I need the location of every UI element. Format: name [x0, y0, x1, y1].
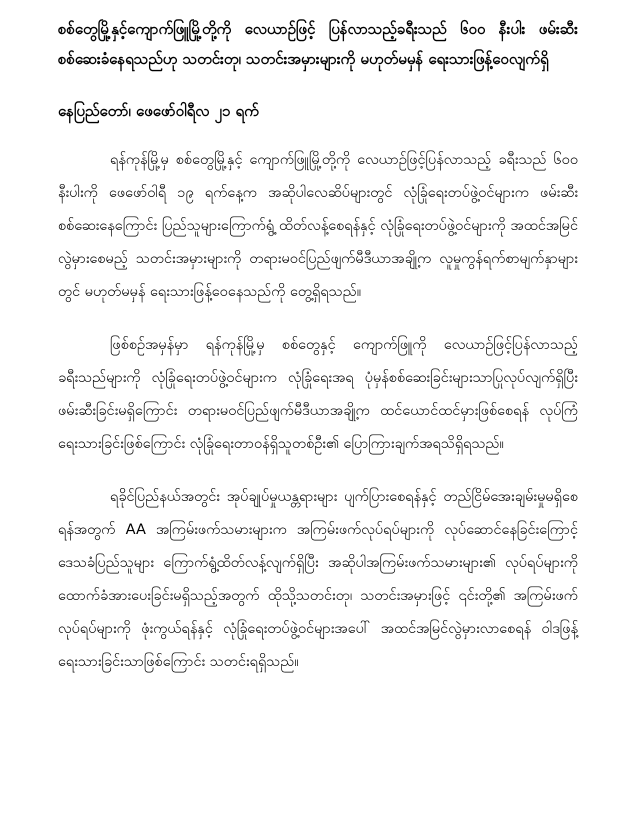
- article-dateline: နေပြည်တော်၊ ဖေဖော်ဝါရီလ ၂၁ ရက်: [58, 102, 259, 120]
- article-headline: စစ်တွေမြို့နှင့်ကျောက်ဖြူမြို့တို့ကို လေယာဉ်ဖြင့် ပြန်လာသည့်ခရီးသည် ၆၀၀ နီးပါး ဖမ်းဆီးစစ်ဆေးခံနေရသည်ဟု သတင်းတု၊ သတင်းအမှားများကို မဟုတ်မမှန် ရေးသားဖြန့်ဝေလျက်ရှိ: [58, 20, 578, 68]
- article: [58, 14, 578, 679]
- article-paragraph-1: ရန်ကုန်မြို့မှ စစ်တွေမြို့နှင့် ကျောက်ဖြူမြို့တို့ကို လေယာဉ်ဖြင့်ပြန်လာသည့် ခရီးသည် ၆၀၀ နီးပါးကို ဖေဖော်ဝါရီ ၁၉ ရက်နေ့က အဆိုပါလေဆိပ်များတွင် လုံခြုံရေးတပ်ဖွဲ့ဝင်များက ဖမ်းဆီးစစ်ဆေးနေကြောင်း ပြည်သူများကြောက်ရွံ့ ထိတ်လန့်စေရန်နှင့် လုံခြုံရေးတပ်ဖွဲ့ဝင်များကို အထင်အမြင်လွဲမှားစေမည့် သတင်းအမှားများကို တရားမဝင်ပြည်ဖျက်မီဒီယာအချို့က လူမှုကွန်ရက်စာမျက်နှာများတွင် မဟုတ်မမှန် ရေးသားဖြန့်ဝေနေသည်ကို တွေ့ရှိရသည်။: [58, 152, 578, 300]
- article-paragraph-3: ရခိုင်ပြည်နယ်အတွင်း အုပ်ချုပ်မှုယန္တရားများ ပျက်ပြားစေရန်နှင့် တည်ငြိမ်အေးချမ်းမှုမရှိစေရန်အတွက် AA အကြမ်းဖက်သမားများက အကြမ်းဖက်လုပ်ရပ်များကို လုပ်ဆောင်နေခြင်းကြောင့် ဒေသခံပြည်သူများ ကြောက်ရွံ့ထိတ်လန့်လျက်ရှိပြီး အဆိုပါအကြမ်းဖက်သမားများ၏ လုပ်ရပ်များကို ထောက်ခံအားပေးခြင်းမရှိသည့်အတွက် ထိုသို့သတင်းတု၊ သတင်းအမှားဖြင့် ၎င်းတို့၏ အကြမ်းဖက်လုပ်ရပ်များကို ဖုံးကွယ်ရန်နှင့် လုံခြုံရေးတပ်ဖွဲ့ဝင်များအပေါ် အထင်အမြင်လွဲမှားလာစေရန် ဝါဒဖြန့်ရေးသားခြင်းသာဖြစ်ကြောင်း သတင်းရရှိသည်။: [58, 489, 578, 670]
- article-paragraph-2: ဖြစ်စဉ်အမှန်မှာ ရန်ကုန်မြို့မှ စစ်တွေနှင့် ကျောက်ဖြူကို လေယာဉ်ဖြင့်ပြန်လာသည့် ခရီးသည်များကို လုံခြုံရေးတပ်ဖွဲ့ဝင်များက လုံခြုံရေးအရ ပုံမှန်စစ်ဆေးခြင်းများသာပြုလုပ်လျက်ရှိပြီး ဖမ်းဆီးခြင်းမရှိကြောင်း တရားမဝင်ပြည်ဖျက်မီဒီယာအချို့က ထင်ယောင်ထင်မှားဖြစ်စေရန် လုပ်ကြံရေးသားခြင်းဖြစ်ကြောင်း လုံခြုံရေးတာဝန်ရှိသူတစ်ဦး၏ ပြောကြားချက်အရသိရှိရသည်။: [58, 337, 578, 452]
- article-body: [58, 144, 578, 679]
